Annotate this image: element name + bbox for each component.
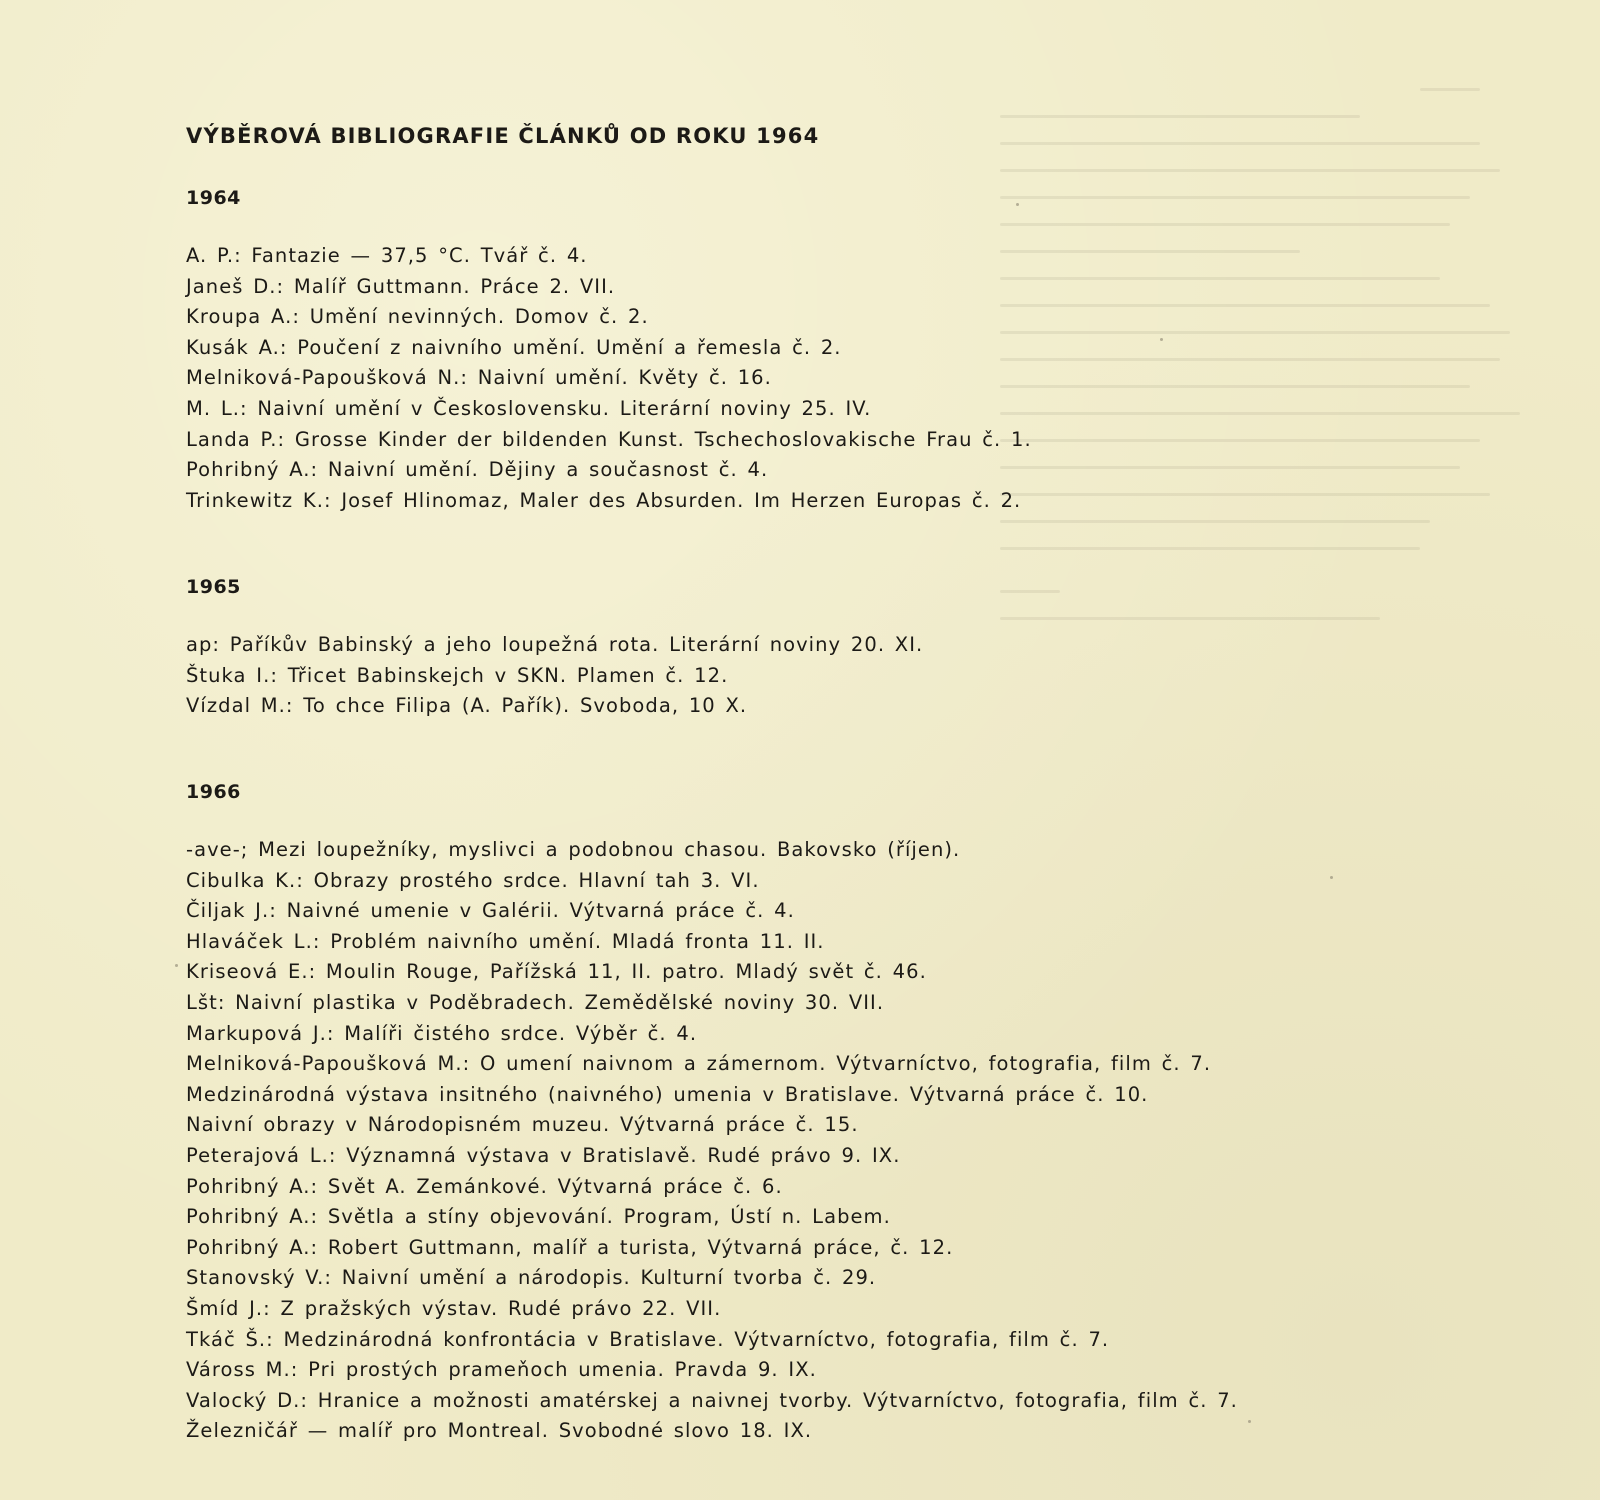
- bibliography-entry: Valocký D.: Hranice a možnosti amatérskej a naivnej tvorby. Výtvarníctvo, fotografia, film č. 7.: [186, 1388, 1238, 1412]
- paper-speck: [1016, 203, 1019, 206]
- entry-list: [186, 835, 1238, 1447]
- bibliography-entry: Šmíd J.: Z pražských výstav. Rudé právo 22. VII.: [186, 1296, 722, 1320]
- bibliography-entry: Melniková-Papoušková M.: O umení naivnom a zámernom. Výtvarníctvo, fotografia, film č. 7.: [186, 1052, 1212, 1076]
- bibliography-entry: Pohribný A.: Naivní umění. Dějiny a současnost č. 4.: [186, 458, 769, 482]
- bibliography-entry: Melniková-Papoušková N.: Naivní umění. Květy č. 16.: [186, 366, 772, 390]
- bibliography-entry: Železničář — malíř pro Montreal. Svobodné slovo 18. IX.: [186, 1419, 813, 1443]
- bibliography-entry: Kriseová E.: Moulin Rouge, Pařížská 11, II. patro. Mladý svět č. 46.: [186, 960, 927, 984]
- entry-list: [186, 241, 1032, 516]
- bibliography-entry: Naivní obrazy v Národopisném muzeu. Výtvarná práce č. 15.: [186, 1113, 859, 1137]
- bibliography-entry: Hlaváček L.: Problém naivního umění. Mladá fronta 11. II.: [186, 929, 825, 953]
- section-year: 1964: [186, 187, 241, 209]
- bibliography-entry: Vízdal M.: To chce Filipa (A. Pařík). Svoboda, 10 X.: [186, 694, 748, 718]
- section-1964: [186, 187, 1032, 516]
- bibliography-entry: Markupová J.: Malíři čistého srdce. Výběr č. 4.: [186, 1021, 698, 1045]
- section-year: 1966: [186, 781, 241, 803]
- bibliography-entry: Pohribný A.: Svět A. Zemánkové. Výtvarná práce č. 6.: [186, 1174, 783, 1198]
- bibliography-entry: Peterajová L.: Významná výstava v Bratislavě. Rudé právo 9. IX.: [186, 1143, 901, 1167]
- bibliography-entry: Štuka I.: Třicet Babinskejch v SKN. Plamen č. 12.: [186, 663, 729, 687]
- bibliography-entry: A. P.: Fantazie — 37,5 °C. Tvář č. 4.: [186, 244, 588, 267]
- bibliography-entry: Landa P.: Grosse Kinder der bildenden Kunst. Tschechoslovakische Frau č. 1.: [186, 427, 1032, 451]
- section-1965: [186, 576, 923, 722]
- bibliography-entry: M. L.: Naivní umění v Československu. Literární noviny 25. IV.: [186, 396, 872, 420]
- bibliography-entry: Trinkewitz K.: Josef Hlinomaz, Maler des Absurden. Im Herzen Europas č. 2.: [186, 488, 1022, 512]
- bibliography-entry: Kroupa A.: Umění nevinných. Domov č. 2.: [186, 305, 649, 329]
- section-1966: [186, 781, 1238, 1447]
- bibliography-entry: Cibulka K.: Obrazy prostého srdce. Hlavní tah 3. VI.: [186, 868, 760, 892]
- bibliography-entry: Medzinárodná výstava insitného (naivného) umenia v Bratislave. Výtvarná práce č. 10.: [186, 1082, 1149, 1106]
- bibliography-entry: Janeš D.: Malíř Guttmann. Práce 2. VII.: [186, 274, 616, 298]
- bibliography-entry: -ave-; Mezi loupežníky, myslivci a podobnou chasou. Bakovsko (říjen).: [186, 838, 961, 861]
- paper-speck: [175, 964, 178, 967]
- bibliography-entry: Pohribný A.: Světla a stíny objevování. Program, Ústí n. Labem.: [186, 1205, 891, 1229]
- section-year: 1965: [186, 576, 241, 598]
- bibliography-entry: Pohribný A.: Robert Guttmann, malíř a turista, Výtvarná práce, č. 12.: [186, 1235, 954, 1259]
- bleed-through-texture: [1000, 88, 1580, 808]
- paper-speck: [1330, 876, 1333, 879]
- bibliography-entry: Čiljak J.: Naivné umenie v Galérii. Výtvarná práce č. 4.: [186, 899, 795, 923]
- bibliography-entry: Lšt: Naivní plastika v Poděbradech. Zemědělské noviny 30. VII.: [186, 990, 885, 1014]
- bibliography-entry: Tkáč Š.: Medzinárodná konfrontácia v Bratislave. Výtvarníctvo, fotografia, film č. 7.: [186, 1327, 1110, 1351]
- bibliography-entry: Váross M.: Pri prostých prameňoch umenia. Pravda 9. IX.: [186, 1358, 817, 1382]
- page-title: VÝBĚROVÁ BIBLIOGRAFIE ČLÁNKŮ OD ROKU 1964: [186, 124, 820, 149]
- paper-speck: [1160, 338, 1163, 341]
- bibliography-entry: ap: Paříkův Babinský a jeho loupežná rota. Literární noviny 20. XI.: [186, 633, 924, 656]
- bibliography-entry: Stanovský V.: Naivní umění a národopis. Kulturní tvorba č. 29.: [186, 1266, 877, 1290]
- bibliography-entry: Kusák A.: Poučení z naivního umění. Umění a řemesla č. 2.: [186, 335, 842, 359]
- entry-list: [186, 630, 923, 722]
- paper-speck: [1248, 1420, 1251, 1423]
